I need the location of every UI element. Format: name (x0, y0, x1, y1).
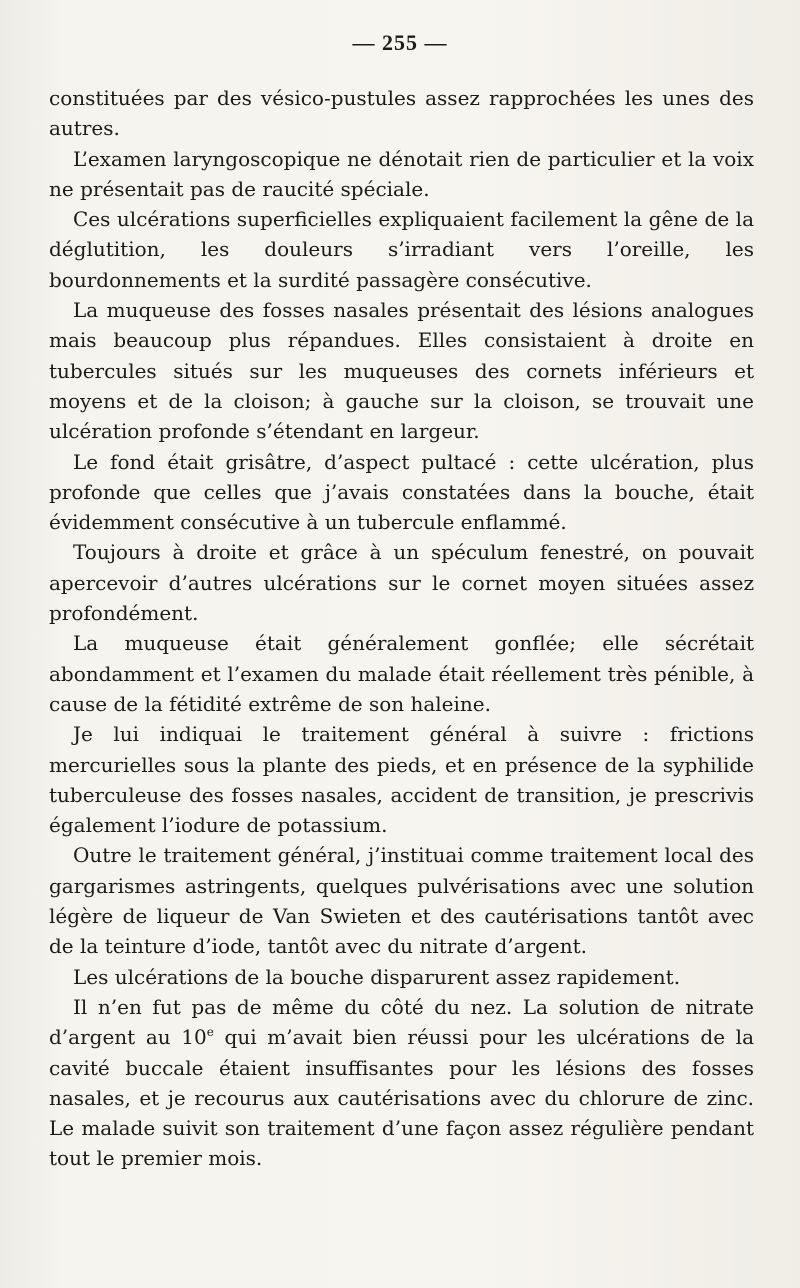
paragraph: Ces ulcérations superficielles expliquaient facilement la gêne de la déglutition, les douleurs s’irradiant vers l’oreille, les bourdonnements et la surdité passagère consécutive. (49, 207, 754, 292)
paragraph: Outre le traitement général, j’instituai comme traitement local des gargarismes astringents, quelques pulvérisations avec une solution légère de liqueur de Van Swieten et des cautérisations tantôt avec de la teinture d’iode, tantôt avec du nitrate d’argent. (49, 843, 754, 959)
paragraph: Le fond était grisâtre, d’aspect pultacé : cette ulcération, plus profonde que celles que j’avais constatées dans la bouche, était évidemment consécutive à un tubercule enflammé. (49, 449, 754, 535)
paragraph: Toujours à droite et grâce à un spéculum fenestré, on pouvait apercevoir d’autres ulcérations sur le cornet moyen situées assez profondément. (49, 540, 754, 626)
paragraph: La muqueuse était généralement gonflée; elle sécrétait abondamment et l’examen du malade était réellement très pénible, à cause de la fétidité extrême de son haleine. (49, 631, 754, 716)
page-number: — 255 — (352, 30, 448, 55)
body-text (49, 83, 754, 1174)
superscript: e (206, 1025, 214, 1040)
paragraph: L’examen laryngoscopique ne dénotait rien de particulier et la voix ne présentait pas de raucité spéciale. (49, 146, 754, 201)
paragraph-text: qui m’avait bien réussi pour les ulcérations de la cavité buccale étaient insuffisantes pour les lésions des fosses nasales, et je recourus aux cautérisations avec du chlorure de zinc. Le malade suivit son traitement d’une façon assez régulière pendant tout le premier mois. (49, 1025, 754, 1171)
paragraph: constituées par des vésico-pustules assez rapprochées les unes des autres. (49, 86, 754, 141)
paragraph: Je lui indiquai le traitement général à suivre : frictions mercurielles sous la plante des pieds, et en présence de la syphilide tuberculeuse des fosses nasales, accident de transition, je prescrivis également l’iodure de potassium. (49, 722, 754, 838)
paragraph: La muqueuse des fosses nasales présentait des lésions analogues mais beaucoup plus répandues. Elles consistaient à droite en tubercules situés sur les muqueuses des cornets inférieurs et moyens et de la cloison; à gauche sur la cloison, se trouvait une ulcération profonde s’étendant en largeur. (49, 298, 754, 444)
paragraph (49, 992, 754, 1174)
paragraph: Les ulcérations de la bouche disparurent assez rapidement. (73, 964, 681, 989)
paragraph-text: Il n’en fut pas de même du côté du nez. La solution de nitrate d’argent au 10 (49, 994, 754, 1050)
